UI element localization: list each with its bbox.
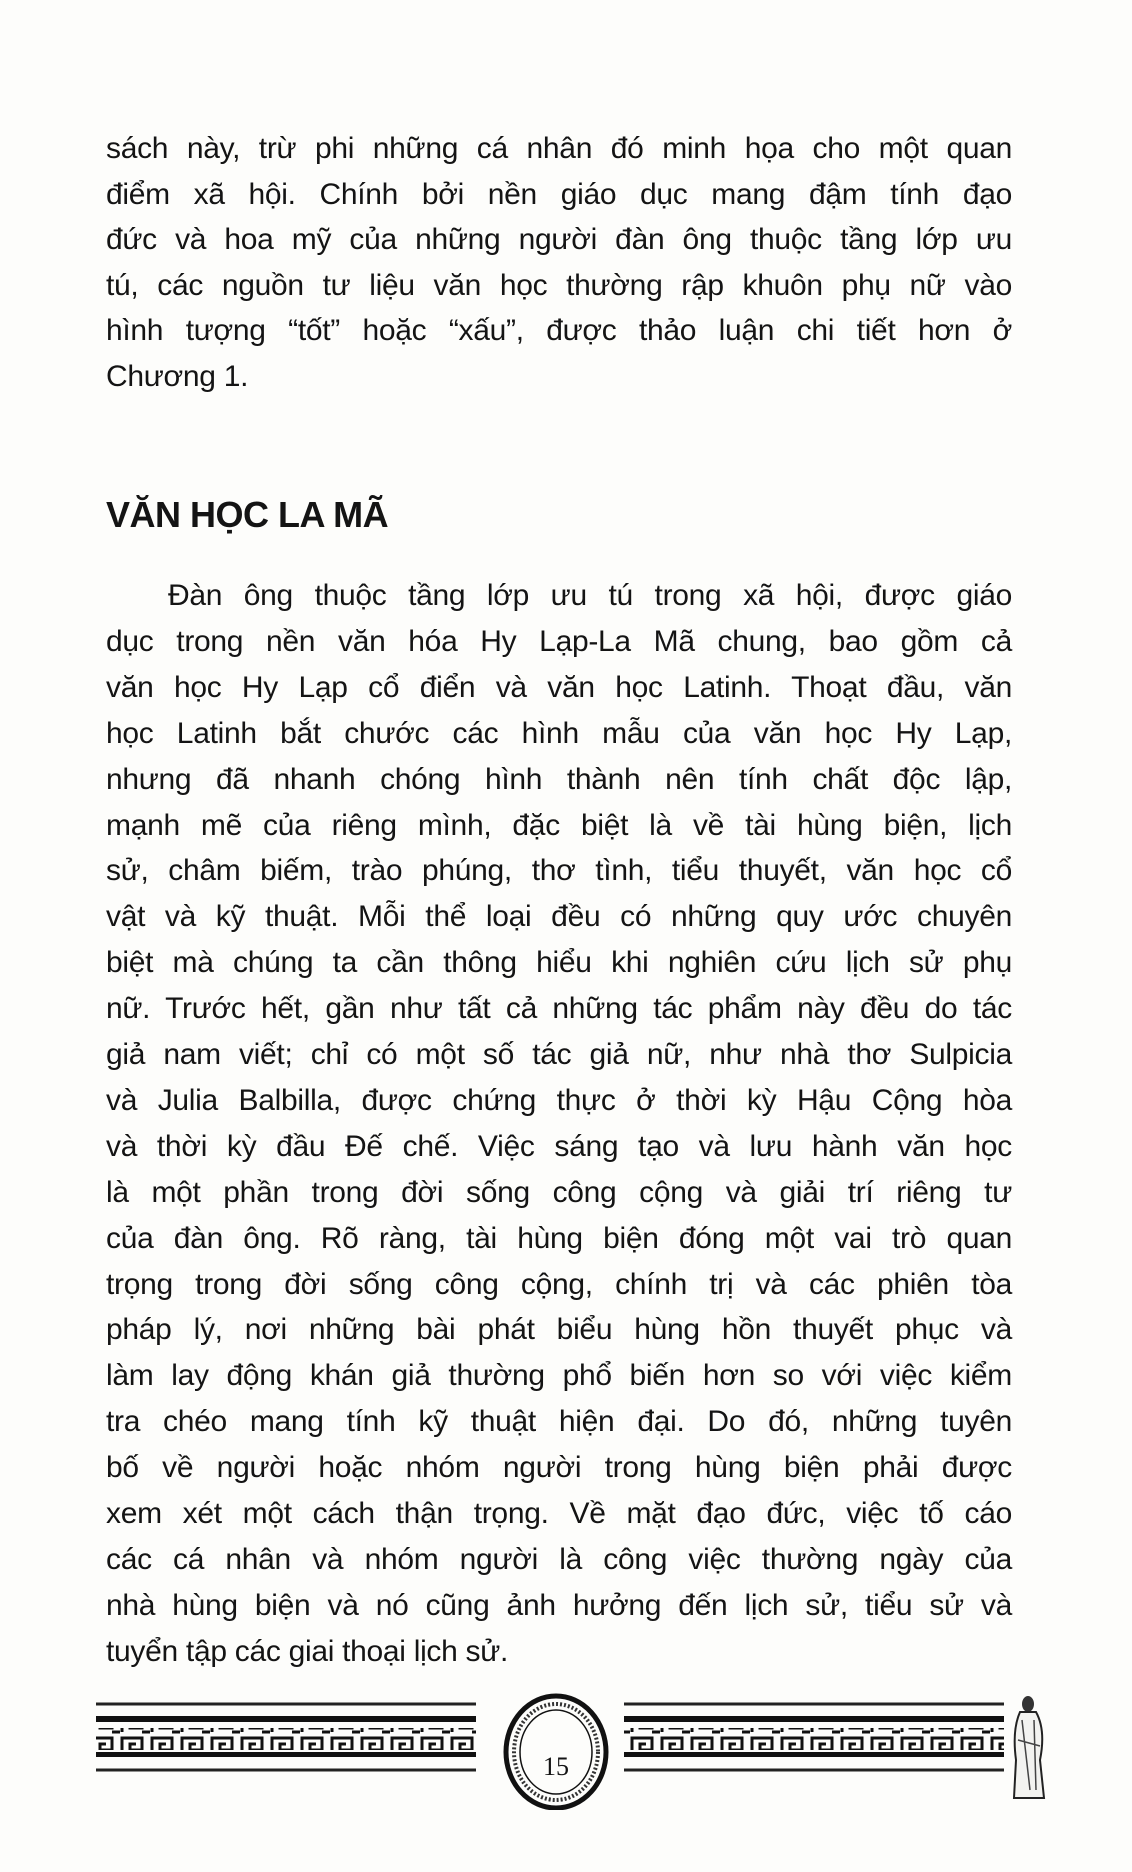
greek-key-footer-ornament (0, 1690, 1132, 1810)
text-line: là một phần trong đời sống công cộng và giải trí riêng tư (106, 1175, 1012, 1209)
text-line: và thời kỳ đầu Đế chế. Việc sáng tạo và lưu hành văn học (106, 1129, 1012, 1163)
text-line: xem xét một cách thận trọng. Về mặt đạo đức, việc tố cáo (106, 1497, 1012, 1530)
text-line: trọng trong đời sống công cộng, chính trị và các phiên tòa (106, 1267, 1012, 1301)
text-line: điểm xã hội. Chính bởi nền giáo dục mang đậm tính đạo (106, 177, 1012, 211)
page-number: 15 (543, 1752, 569, 1781)
text-line: dục trong nền văn hóa Hy Lạp-La Mã chung, bao gồm cả (106, 624, 1012, 658)
text-line: học Latinh bắt chước các hình mẫu của văn học Hy Lạp, (106, 716, 1012, 750)
right-band (624, 1704, 1004, 1770)
text-line: và Julia Balbilla, được chứng thực ở thời kỳ Hậu Cộng hòa (106, 1083, 1012, 1117)
text-line: giả nam viết; chỉ có một số tác giả nữ, như nhà thơ Sulpicia (106, 1038, 1012, 1071)
left-band (96, 1704, 476, 1770)
text-line: pháp lý, nơi những bài phát biểu hùng hồn thuyết phục và (106, 1313, 1012, 1347)
text-line: văn học Hy Lạp cổ điển và văn học Latinh. Thoạt đầu, văn (106, 670, 1012, 704)
text-line: tú, các nguồn tư liệu văn học thường rập khuôn phụ nữ vào (106, 268, 1012, 302)
text-line: nữ. Trước hết, gần như tất cả những tác phẩm này đều do tác (106, 992, 1012, 1026)
roman-statue-icon (1014, 1696, 1044, 1798)
text-line: Chương 1. (106, 359, 249, 393)
text-line: các cá nhân và nhóm người là công việc thường ngày của (106, 1542, 1012, 1576)
text-line: vật và kỹ thuật. Mỗi thể loại đều có những quy ước chuyên (106, 900, 1012, 934)
text-line: bố về người hoặc nhóm người trong hùng biện phải được (106, 1451, 1012, 1485)
text-line: biệt mà chúng ta cần thông hiểu khi nghiên cứu lịch sử phụ (106, 946, 1012, 980)
text-line: đức và hoa mỹ của những người đàn ông thuộc tầng lớp ưu (106, 223, 1012, 256)
text-line: Đàn ông thuộc tầng lớp ưu tú trong xã hội, được giáo (168, 579, 1012, 612)
text-line: làm lay động khán giả thường phổ biến hơn so với việc kiểm (106, 1359, 1012, 1393)
section-heading: VĂN HỌC LA MÃ (106, 494, 389, 535)
text-line: sử, châm biếm, trào phúng, thơ tình, tiểu thuyết, văn học cổ (106, 854, 1012, 888)
text-line: tuyển tập các giai thoại lịch sử. (106, 1634, 509, 1668)
text-line: của đàn ông. Rõ ràng, tài hùng biện đóng một vai trò quan (106, 1221, 1012, 1255)
text-line: sách này, trừ phi những cá nhân đó minh họa cho một quan (106, 132, 1012, 165)
text-line: tra chéo mang tính kỹ thuật hiện đại. Do đó, những tuyên (106, 1405, 1012, 1439)
text-line: mạnh mẽ của riêng mình, đặc biệt là về tài hùng biện, lịch (106, 808, 1012, 842)
text-line: hình tượng “tốt” hoặc “xấu”, được thảo luận chi tiết hơn ở (106, 314, 1012, 347)
text-line: nhà hùng biện và nó cũng ảnh hưởng đến lịch sử, tiểu sử và (106, 1588, 1012, 1622)
text-line: nhưng đã nhanh chóng hình thành nên tính chất độc lập, (106, 762, 1012, 796)
